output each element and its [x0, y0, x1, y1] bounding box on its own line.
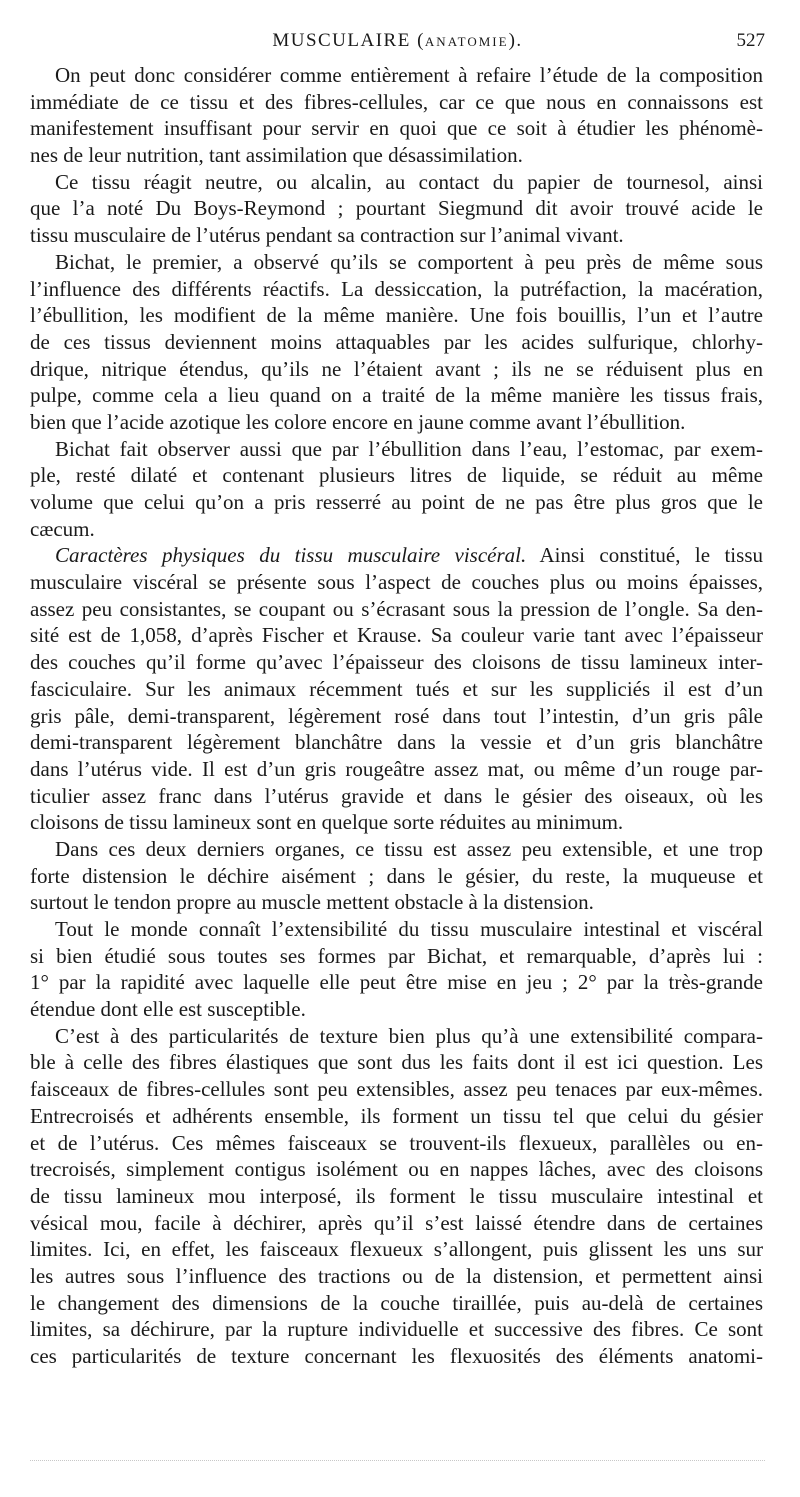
text-line-content: musculaire viscéral se présente sous l’aspect de couches plus ou moins épaisses, — [30, 570, 763, 595]
text-line-content: le changement des dimensions de la couche tiraillée, puis au-delà de certaines — [30, 1290, 763, 1315]
text-line-content: ces particularités de texture concernant les flexuosités des éléments anatomi- — [30, 1344, 763, 1368]
text-line-content: les autres sous l’influence des tractions ou de la distension, et permettent ainsi — [30, 1263, 763, 1288]
text-line — [30, 916, 763, 943]
text-line — [30, 409, 763, 436]
text-line-content: demi-transparent légèrement blanchâtre dans la vessie et d’un gris blanchâtre — [30, 730, 763, 755]
text-line — [30, 1156, 763, 1183]
text-line — [30, 1130, 763, 1157]
text-line-content: forte distension le déchire aisément ; dans le gésier, du reste, la muqueuse et — [30, 863, 763, 888]
text-line — [30, 382, 763, 409]
text-line — [30, 436, 763, 463]
text-line-content: assez peu consistantes, se coupant ou s’écrasant sous la pression de l’ongle. Sa den- — [30, 596, 763, 621]
text-line-content: fasciculaire. Sur les animaux récemment tués et sur les suppliciés il est d’un — [30, 676, 763, 701]
text-line — [30, 1316, 763, 1343]
text-line-content: limites, sa déchirure, par la rupture individuelle et successive des fibres. Ce sont — [30, 1317, 763, 1342]
page-footer-specks — [30, 1460, 765, 1465]
text-line-content: Ce tissu réagit neutre, ou alcalin, au contact du papier de tournesol, ainsi — [55, 169, 763, 194]
text-line-content: trecroisés, simplement contigus isolément ou en nappes lâches, avec des cloisons — [30, 1157, 763, 1182]
text-line — [30, 89, 763, 116]
text-line-content: immédiate de ce tissu et des fibres-cellules, car ce que nous en connaissons est — [30, 89, 763, 114]
text-line-content: Dans ces deux derniers organes, ce tissu est assez peu extensible, et une trop — [55, 836, 763, 861]
text-line — [30, 969, 763, 996]
text-line — [30, 1290, 763, 1317]
text-line — [30, 996, 763, 1023]
text-line-content: des couches qu’il forme qu’avec l’épaisseur des cloisons de tissu lamineux inter- — [30, 650, 763, 675]
text-line-content: drique, nitrique étendus, qu’ils ne l’étaient avant ; ils ne se réduisent plus en — [30, 356, 763, 381]
text-line-content: vésical mou, facile à déchirer, après qu’il s’est laissé étendre dans de certaines — [30, 1210, 763, 1235]
text-line-content: si bien étudié sous toutes ses formes par Bichat, et remarquable, d’après lui : — [30, 943, 763, 968]
text-line-content: 1° par la rapidité avec laquelle elle peut être mise en jeu ; 2° par la très-grande — [30, 970, 763, 995]
text-line — [30, 756, 763, 783]
text-line-content: sité est de 1,058, d’après Fischer et Krause. Sa couleur varie tant avec l’épaisseur — [30, 623, 763, 648]
text-line — [30, 195, 763, 222]
running-title — [30, 30, 765, 52]
text-line-content: Ainsi constitué, le tissu — [526, 543, 763, 568]
text-line — [30, 1103, 763, 1130]
text-line — [30, 729, 763, 756]
text-line-content: de tissu lamineux mou interposé, ils forment le tissu musculaire intestinal et — [30, 1183, 763, 1208]
text-line-content: cloisons de tissu lamineux sont en quelque sorte réduites au minimum. — [30, 810, 624, 835]
text-line — [30, 676, 763, 703]
text-line — [30, 1343, 763, 1370]
text-line-content: de ces tissus deviennent moins attaquables par les acides sulfurique, chlorhy- — [30, 329, 763, 354]
text-line — [30, 569, 763, 596]
text-line — [30, 836, 763, 863]
text-line — [30, 1236, 763, 1263]
text-line — [30, 462, 763, 489]
text-line — [30, 703, 763, 730]
text-line-content: tissu musculaire de l’utérus pendant sa contraction sur l’animal vivant. — [30, 223, 624, 248]
page-number: 527 — [736, 30, 765, 51]
text-line — [30, 142, 763, 169]
text-line — [30, 1076, 763, 1103]
page-header — [30, 30, 765, 56]
text-line-content: surtout le tendon propre au muscle mettent obstacle à la distension. — [30, 890, 594, 915]
text-line — [30, 1263, 763, 1290]
text-line-content: cæcum. — [30, 516, 95, 541]
text-line — [30, 863, 763, 890]
text-line-content: ple, resté dilaté et contenant plusieurs litres de liquide, se réduit au même — [30, 463, 763, 488]
text-line — [30, 489, 763, 516]
text-line-content: et de l’utérus. Ces mêmes faisceaux se trouvent-ils flexueux, parallèles ou en- — [30, 1130, 763, 1155]
text-line — [30, 783, 763, 810]
text-line-content: Bichat, le premier, a observé qu’ils se comportent à peu près de même sous — [55, 249, 763, 274]
text-line — [30, 302, 763, 329]
text-line — [30, 115, 763, 142]
text-line — [30, 329, 763, 356]
text-line-content: l’influence des différents réactifs. La dessiccation, la putréfaction, la macération, — [30, 276, 763, 301]
text-line — [30, 596, 763, 623]
body-text — [30, 62, 763, 1370]
section-heading-italic: Caractères physiques du tissu musculaire viscéral. — [55, 543, 527, 568]
text-line — [30, 649, 763, 676]
text-line — [30, 356, 763, 383]
text-line-content: manifestement insuffisant pour servir en quoi que ce soit à étudier les phénomè- — [30, 116, 763, 141]
running-title-small-caps: ANATOMIE — [424, 34, 509, 49]
text-line-content: bien que l’acide azotique les colore encore en jaune comme avant l’ébullition. — [30, 409, 686, 434]
text-line — [30, 542, 763, 569]
text-line-content: ticulier assez franc dans l’utérus gravide et dans le gésier des oiseaux, où les — [30, 783, 763, 808]
text-line — [30, 889, 763, 916]
text-line — [30, 622, 763, 649]
text-line — [30, 249, 763, 276]
text-line-content: que l’a noté Du Boys-Reymond ; pourtant Siegmund dit avoir trouvé acide le — [30, 196, 763, 221]
text-line — [30, 62, 763, 89]
text-line-content: ble à celle des fibres élastiques que sont dus les faits dont il est ici question. Les — [30, 1050, 763, 1075]
text-line-content: nes de leur nutrition, tant assimilation que désassimilation. — [30, 143, 523, 168]
text-line-content: gris pâle, demi-transparent, légèrement rosé dans tout l’intestin, d’un gris pâle — [30, 703, 763, 728]
text-line — [30, 222, 763, 249]
text-line-content: l’ébullition, les modifient de la même manière. Une fois bouillis, l’un et l’autre — [30, 303, 763, 328]
text-line — [30, 1049, 763, 1076]
text-line-content: On peut donc considérer comme entièrement à refaire l’étude de la composition — [55, 63, 763, 87]
text-line-content: étendue dont elle est susceptible. — [30, 997, 306, 1022]
running-title-main: MUSCULAIRE ( — [272, 30, 425, 51]
text-line-content: volume que celui qu’on a pris resserré au point de ne pas être plus gros que le — [30, 490, 763, 514]
text-line-content: Tout le monde connaît l’extensibilité du tissu musculaire intestinal et viscéral — [55, 917, 763, 941]
text-line — [30, 516, 763, 543]
text-line-content: pulpe, comme cela a lieu quand on a traité de la même manière les tissus frais, — [30, 383, 763, 408]
running-title-close: ). — [508, 30, 523, 51]
text-line — [30, 1023, 763, 1050]
text-line — [30, 1210, 763, 1237]
text-line-content: Bichat fait observer aussi que par l’ébullition dans l’eau, l’estomac, par exem- — [55, 436, 763, 461]
text-line — [30, 169, 763, 196]
text-line — [30, 1183, 763, 1210]
text-line-content: C’est à des particularités de texture bien plus qu’à une extensibilité compara- — [55, 1023, 763, 1048]
text-line-content: faisceaux de fibres-cellules sont peu extensibles, assez peu tenaces par eux-mêmes. — [30, 1077, 763, 1102]
text-line-content: dans l’utérus vide. Il est d’un gris rougeâtre assez mat, ou même d’un rouge par- — [30, 756, 763, 781]
text-line-content: limites. Ici, en effet, les faisceaux flexueux s’allongent, puis glissent les uns sur — [30, 1237, 763, 1262]
text-line — [30, 809, 763, 836]
text-line — [30, 943, 763, 970]
text-line-content: Entrecroisés et adhérents ensemble, ils forment un tissu tel que celui du gésier — [30, 1103, 763, 1128]
text-line — [30, 276, 763, 303]
